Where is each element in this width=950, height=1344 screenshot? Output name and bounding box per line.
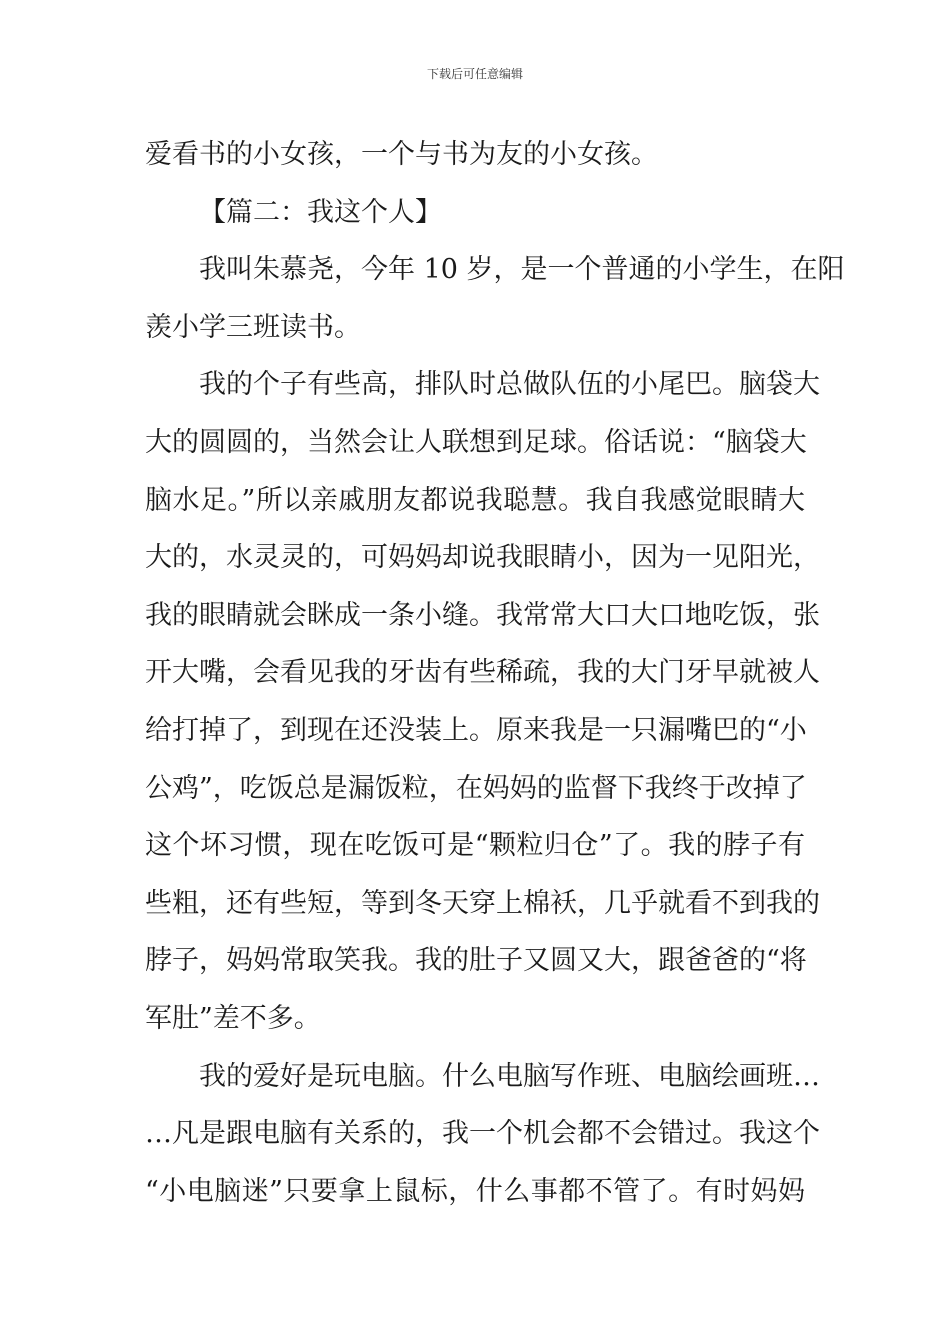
text-line: 羡小学三班读书。: [145, 311, 361, 343]
text-line: 我的爱好是玩电脑。什么电脑写作班、电脑绘画班…: [199, 1060, 820, 1092]
text-line: 公鸡”，吃饭总是漏饭粒，在妈妈的监督下我终于改掉了: [145, 772, 807, 804]
text-line: …凡是跟电脑有关系的，我一个机会都不会错过。我这个: [145, 1118, 820, 1150]
text-line: 军肚”差不多。: [145, 1002, 321, 1034]
text-line: “小电脑迷”只要拿上鼠标，什么事都不管了。有时妈妈: [145, 1175, 805, 1207]
text-line: 给打掉了，到现在还没装上。原来我是一只漏嘴巴的“小: [145, 714, 807, 746]
section-heading: 【篇二：我这个人】: [199, 196, 442, 228]
text-line: 些粗，还有些短，等到冬天穿上棉袄，几乎就看不到我的: [145, 887, 820, 919]
text-line: 爱看书的小女孩，一个与书为友的小女孩。: [145, 139, 658, 170]
text-line: 脖子，妈妈常取笑我。我的肚子又圆又大，跟爸爸的“将: [145, 945, 807, 977]
page-header: 下载后可任意编辑: [426, 67, 523, 81]
text-line: 脑水足。”所以亲戚朋友都说我聪慧。我自我感觉眼睛大: [145, 484, 805, 516]
text-line: 大的圆圆的，当然会让人联想到足球。俗话说：“脑袋大: [145, 426, 807, 458]
document-body: [145, 126, 845, 1220]
text-line: 这个坏习惯，现在吃饭可是“颗粒归仓”了。我的脖子有: [145, 830, 805, 862]
text-line: 我叫朱慕尧，今年 10 岁，是一个普通的小学生，在阳: [199, 254, 845, 286]
text-line: 我的个子有些高，排队时总做队伍的小尾巴。脑袋大: [199, 369, 820, 401]
text-line: 大的，水灵灵的，可妈妈却说我眼睛小，因为一见阳光，: [145, 542, 820, 574]
text-line: 我的眼睛就会眯成一条小缝。我常常大口大口地吃饭，张: [145, 599, 820, 631]
text-line: 开大嘴，会看见我的牙齿有些稀疏，我的大门牙早就被人: [145, 657, 820, 689]
